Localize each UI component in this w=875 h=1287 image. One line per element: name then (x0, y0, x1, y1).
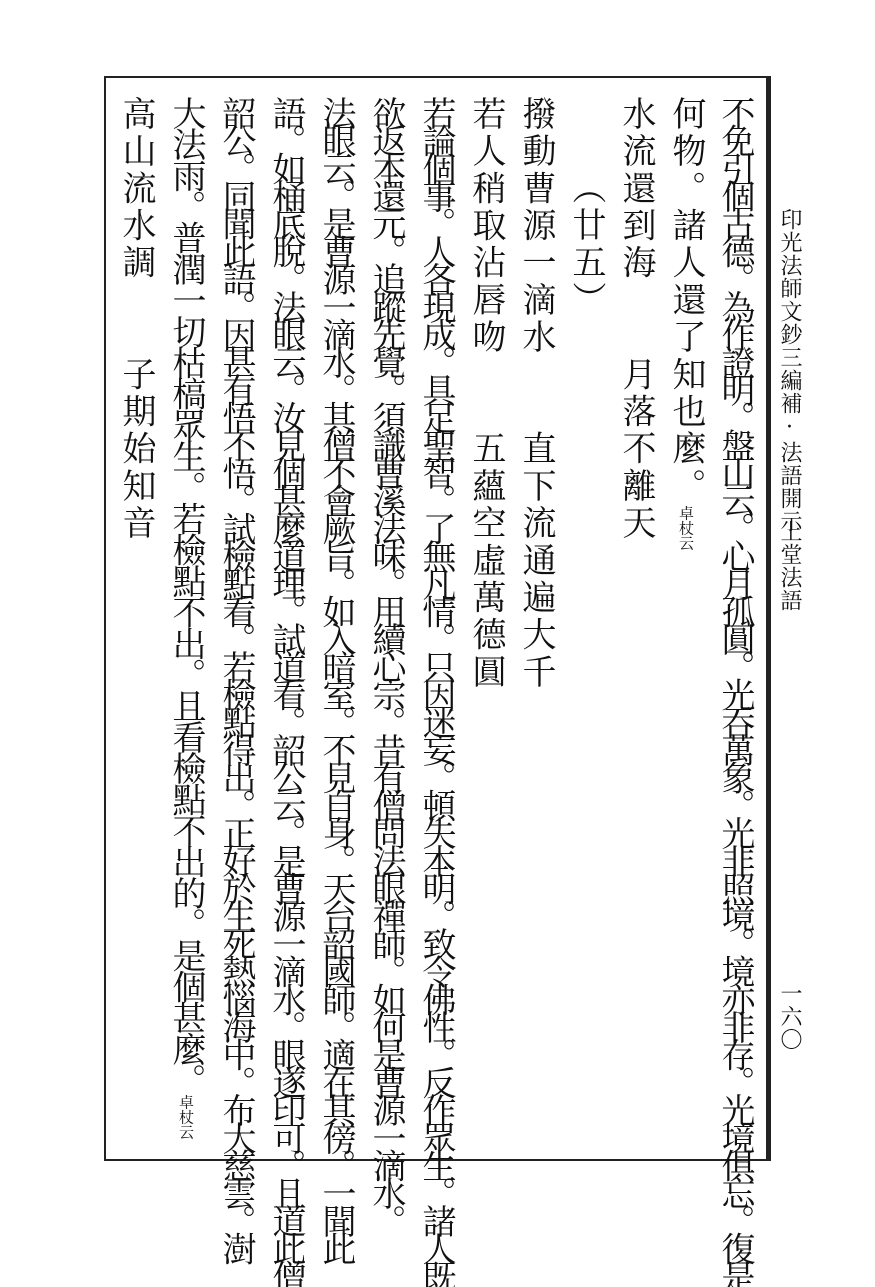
text-column-11 (216, 96, 256, 1260)
column-main-text: 高山流水調 子期始知音 (116, 96, 156, 543)
column-main-text: （廿五） (566, 170, 606, 319)
column-main-text: 法眼云。是曹源一滴水。其僧不會厥旨。如入暗室。不見自身。天台韶國師。適在其傍。一聞此 (316, 96, 356, 1260)
text-column-5 (516, 96, 556, 692)
column-main-text: 撥動曹源一滴水 直下流通遍大千 (516, 96, 556, 692)
column-main-text: 大法雨。普潤一切枯槁眾生。若檢點不出。且看檢點不出的。是個甚麼。 (166, 96, 206, 1095)
text-column-12 (166, 96, 206, 1140)
column-main-text: 若論個事。人各現成。具足聖智。了無凡情。只因迷妄。頓失本明。致令佛性。反作眾生。諸人既 (416, 96, 456, 1287)
column-main-text: 若人稍取沾唇吻 五蘊空虛萬德圓 (466, 96, 506, 692)
section-heading (566, 170, 606, 319)
text-column-9 (316, 96, 356, 1260)
column-main-text: 何物。諸人還了知也麼。 (666, 96, 706, 506)
text-column-2 (666, 96, 706, 551)
page-number: 一六〇 (777, 982, 802, 1051)
text-column-7 (416, 96, 456, 1287)
column-main-text: 不免引個古德。為作證明。盤山云。心月孤圓。光吞萬象。光非照境。境亦非存。光境俱忘。復是 (715, 96, 755, 1287)
column-note: 卓杖云 (177, 1094, 195, 1140)
text-column-6 (466, 96, 506, 692)
section-title: 上堂法語 (777, 520, 802, 612)
text-column-8 (366, 96, 406, 1232)
header-divider-rule (768, 76, 771, 1161)
column-main-text: 水流還到海 月落不離天 (616, 96, 656, 543)
text-column-1 (715, 96, 755, 1287)
column-note: 卓杖云 (677, 505, 695, 551)
text-column-13 (116, 96, 156, 543)
text-column-10 (266, 96, 306, 1287)
text-column-3 (616, 96, 656, 543)
book-title: 印光法師文鈔三編補·法語開示 (777, 208, 802, 533)
column-main-text: 欲返本還元。追蹤先覺。須識曹溪法味。用續心宗。昔有僧問法眼禪師。如何是曹源一滴水。 (366, 96, 406, 1232)
column-main-text: 語。如桶底脫。法眼云。汝見個甚麼道理。試道看。韶公云。是曹源一滴水。眼遂印可。且道此僧 (266, 96, 306, 1287)
column-main-text: 韶公。同聞此語。因甚有悟不悟。試檢點看。若檢點得出。正好於生死熱惱海中。布大慈雲。澍 (216, 96, 256, 1260)
